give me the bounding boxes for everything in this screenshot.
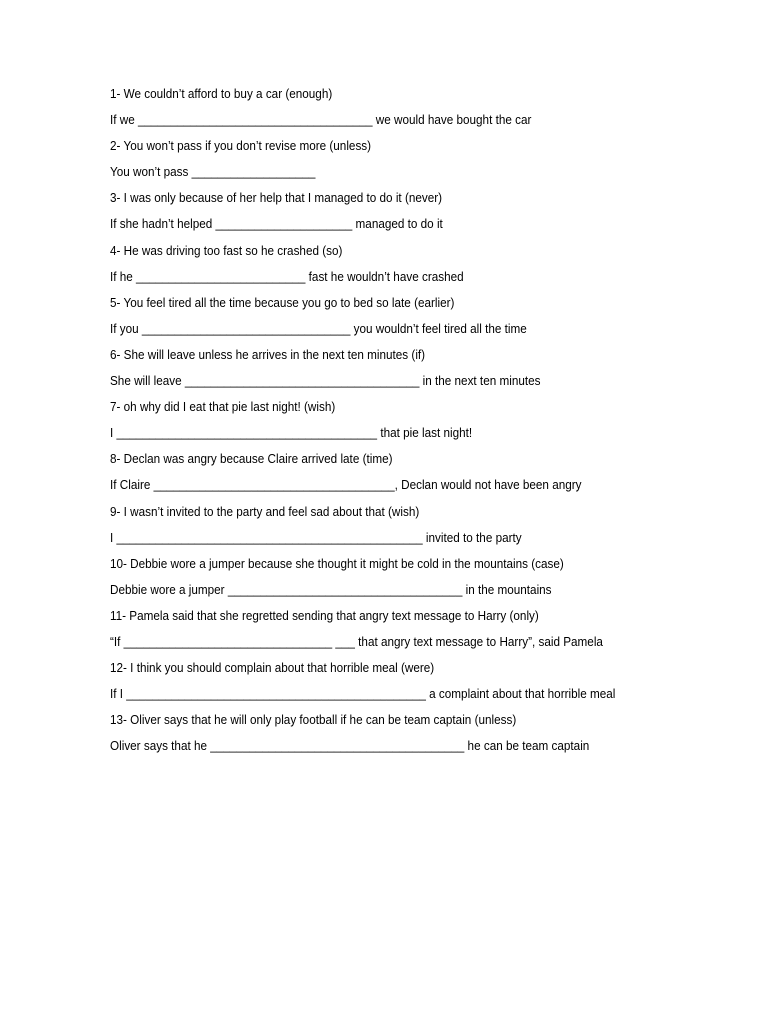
prompt-text: 7- oh why did I eat that pie last night! (wish) [110, 400, 336, 415]
answer-prefix: Debbie wore a jumper [110, 582, 225, 597]
exercise-list [110, 84, 750, 762]
answer-blank[interactable]: ____________________________________ [184, 374, 420, 389]
exercise-prompt-12 [110, 658, 750, 684]
answer-suffix: a complaint about that horrible meal [429, 687, 616, 702]
answer-prefix: If Claire [110, 478, 151, 493]
answer-suffix: that pie last night! [380, 426, 473, 441]
answer-blank[interactable]: _____________________________________ [153, 478, 395, 493]
answer-prefix: If he [110, 269, 133, 284]
answer-blank[interactable]: __________________________ [136, 269, 306, 284]
answer-suffix: he can be team captain [467, 739, 590, 754]
answer-blank[interactable]: _______________________________________________ [116, 530, 423, 545]
answer-blank[interactable]: ________________________________ [123, 634, 333, 649]
answer-blank[interactable]: ________________________________ [141, 321, 351, 336]
exercise-prompt-8 [110, 449, 750, 475]
prompt-text: 6- She will leave unless he arrives in the next ten minutes (if) [110, 347, 426, 362]
answer-suffix: you wouldn’t feel tired all the time [353, 321, 527, 336]
answer-prefix: Oliver says that he [110, 739, 207, 754]
exercise-answer-line-5 [110, 319, 750, 345]
prompt-text: 1- We couldn’t afford to buy a car (enough) [110, 87, 333, 101]
exercise-prompt-13 [110, 710, 750, 736]
answer-prefix: She will leave [110, 374, 182, 389]
answer-blank[interactable]: ___________________ [191, 165, 316, 180]
exercise-prompt-4 [110, 241, 750, 267]
answer-prefix: If I [110, 687, 124, 702]
answer-prefix: I [110, 530, 114, 545]
answer-suffix: in the mountains [465, 582, 552, 597]
prompt-text: 11- Pamela said that she regretted sending that angry text message to Harry (only) [110, 608, 539, 623]
prompt-text: 8- Declan was angry because Claire arrived late (time) [110, 452, 393, 467]
answer-prefix: If she hadn’t helped [110, 217, 213, 232]
exercise-answer-line-12 [110, 684, 750, 710]
answer-blank[interactable]: _______________________________________ [210, 739, 465, 754]
exercise-prompt-10 [110, 554, 750, 580]
answer-suffix: , Declan would not have been angry [394, 478, 582, 493]
answer-suffix: invited to the party [425, 530, 522, 545]
exercise-answer-line-11 [110, 632, 750, 658]
exercise-answer-line-6 [110, 371, 750, 397]
exercise-prompt-2 [110, 136, 750, 162]
answer-blank[interactable]: ____________________________________ [138, 113, 373, 128]
prompt-text: 12- I think you should complain about that horrible meal (were) [110, 661, 435, 676]
exercise-answer-line-1 [110, 110, 750, 136]
exercise-prompt-1 [110, 84, 750, 110]
exercise-prompt-5 [110, 293, 750, 319]
prompt-text: 3- I was only because of her help that I managed to do it (never) [110, 191, 443, 206]
answer-prefix: If you [110, 321, 139, 336]
answer-suffix: in the next ten minutes [422, 374, 541, 389]
exercise-answer-line-4 [110, 267, 750, 293]
answer-prefix: “If [110, 634, 121, 649]
answer-prefix: If we [110, 113, 135, 128]
answer-blank[interactable]: ____________________________________ [227, 582, 463, 597]
answer-suffix: we would have bought the car [375, 113, 532, 128]
exercise-answer-line-2 [110, 162, 750, 188]
exercise-prompt-7 [110, 397, 750, 423]
exercise-answer-line-8 [110, 475, 750, 501]
exercise-answer-line-13 [110, 736, 750, 762]
prompt-text: 10- Debbie wore a jumper because she thought it might be cold in the mountains (case) [110, 556, 564, 571]
exercise-answer-line-3 [110, 214, 750, 240]
answer-suffix: fast he wouldn’t have crashed [308, 269, 464, 284]
prompt-text: 13- Oliver says that he will only play football if he can be team captain (unless) [110, 713, 517, 728]
exercise-answer-line-9 [110, 528, 750, 554]
prompt-text: 2- You won’t pass if you don’t revise more (unless) [110, 139, 372, 154]
answer-suffix: managed to do it [355, 217, 443, 232]
exercise-answer-line-10 [110, 580, 750, 606]
prompt-text: 9- I wasn’t invited to the party and feel sad about that (wish) [110, 504, 420, 519]
answer-suffix: that angry text message to Harry”, said Pamela [358, 634, 603, 649]
answer-blank[interactable]: ______________________________________________ [126, 687, 426, 702]
exercise-prompt-9 [110, 502, 750, 528]
answer-blank[interactable]: _____________________ [215, 217, 353, 232]
exercise-prompt-3 [110, 188, 750, 214]
exercise-prompt-6 [110, 345, 750, 371]
prompt-text: 4- He was driving too fast so he crashed (so) [110, 243, 343, 258]
exercise-prompt-11 [110, 606, 750, 632]
answer-prefix: I [110, 426, 114, 441]
answer-blank-short[interactable]: ___ [335, 634, 355, 649]
exercise-answer-line-7 [110, 423, 750, 449]
answer-blank[interactable]: ________________________________________ [116, 426, 378, 441]
answer-prefix: You won’t pass [110, 165, 189, 180]
prompt-text: 5- You feel tired all the time because you go to bed so late (earlier) [110, 295, 455, 310]
